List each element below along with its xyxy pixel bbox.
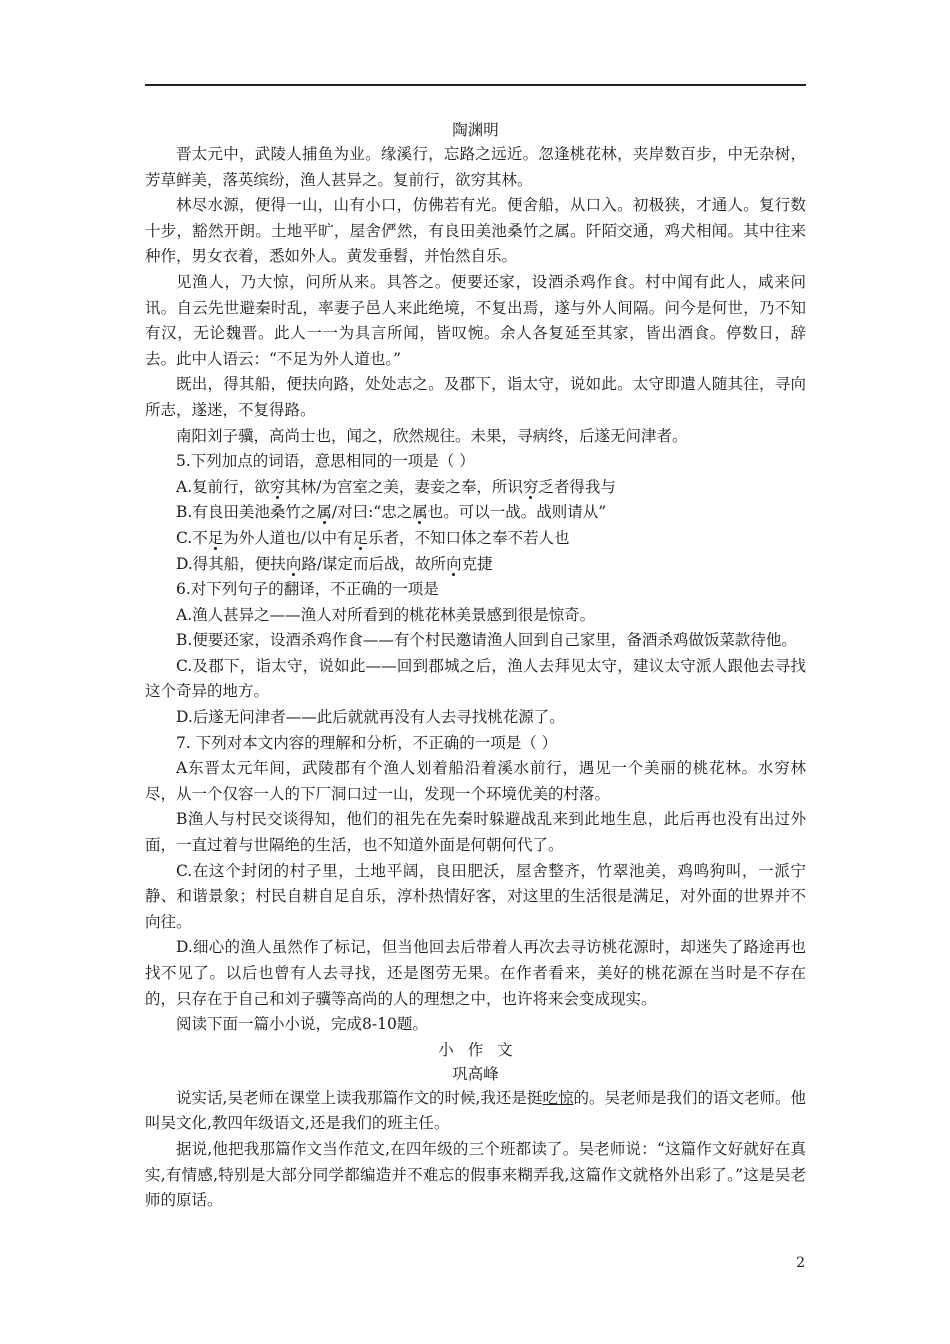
underlined-word: 吃惊 [542,1088,574,1107]
passage-paragraph: 晋太元中，武陵人捕鱼为业。缘溪行，忘路之远近。忽逢桃花林，夹岸数百步，中无杂树，芳草鲜美，落英缤纷，渔人甚异之。复前行，欲穷其林。 [145,145,806,189]
question-6-option-d: D.后遂无问津者——此后就就再没有人去寻找桃花源了。 [176,708,565,727]
dotted-word: 足 [207,528,224,547]
reading-intro: 阅读下面一篇小小说，完成8-10题。 [176,1015,428,1034]
question-5-stem: 5.下列加点的词语，意思相同的一项是（ ） [176,452,475,471]
question-7-option-a: A东晋太元年间，武陵郡有个渔人划着船沿着溪水前行，遇见一个美丽的桃花林。水穷林尽，从一个仅容一人的下厂洞口过一山，发现一个环境优美的村落。 [145,759,806,803]
document-body [145,118,806,1214]
dotted-word: 穷 [522,477,539,496]
story-paragraph: 据说,他把我那篇作文当作范文,在四年级的三个班都读了。吴老师说：“这篇作文好就好在真实,有情感,特别是大部分同学都编造并不难忘的假事来糊弄我,这篇作文就格外出彩了。”这是吴老师的原话。 [145,1139,806,1210]
dotted-word: 穷 [269,477,286,496]
story-paragraph [145,1086,806,1137]
dotted-word: 足 [352,528,368,547]
option-text: C.不 [176,528,208,547]
question-7-stem: 7. 下列对本文内容的理解和分析，不正确的一项是（ ） [176,733,558,752]
option-text: 克捷 [461,554,493,573]
option-text: 其林/为宫室之美，妻妾之奉，所识 [285,477,523,496]
option-text: 为外人道也/以中有 [223,528,353,547]
question-6-stem: 6.对下列句子的翻译，不正确的一项是 [176,580,439,599]
option-text: D.得其船，便扶 [176,554,286,573]
story-text: 的。吴老师是我们的语文老师。他叫吴文化,教四年级语文,还是我们的班主任。 [145,1088,806,1133]
question-7-option-d: D.细心的渔人虽然作了标记，但当他回去后带着人再次去寻访桃花源时，却迷失了路途再也找不见了。以后也曾有人去寻找，还是图劳无果。在作者看来，美好的桃花源在当时是不存在的，只存在于自己和刘子骥等高尚的人的理想之中，也许将来会变成现实。 [145,938,806,1008]
dotted-word: 属 [412,503,428,522]
option-text: B.有良田美池桑竹之 [176,503,317,522]
dotted-word: 属 [316,503,332,522]
header-rule [145,84,806,86]
question-6-option-a: A.渔人甚异之——渔人对所看到的桃花林美景感到很是惊奇。 [176,605,596,624]
story-text: 说实话,吴老师在课堂上读我那篇作文的时候,我还是挺 [176,1088,543,1107]
question-6-option-b: B.便要还家，设酒杀鸡作食——有个村民邀请渔人回到自己家里，备酒杀鸡做饭菜款待他。 [176,631,797,650]
dotted-word: 向 [285,554,302,573]
question-7-option-b: B渔人与村民交谈得知，他们的祖先在先秦时躲避战乱来到此地生息，此后再也没有出过外面，一直过着与世隔绝的生活，也不知道外面是何朝何代了。 [145,810,806,855]
question-6-option-c: C.及郡下，诣太守，说如此——回到郡城之后，渔人去拜见太守，建议太守派人跟他去寻找这个奇异的地方。 [145,656,806,701]
question-5-option-b [145,500,806,526]
option-text: 乐者，不知口体之奉不若人也 [368,528,570,547]
story-author: 巩高峰 [452,1064,499,1083]
option-text: A.复前行，欲 [176,477,270,496]
passage-paragraph: 南阳刘子骥，高尚士也，闻之，欣然规往。未果，寻病终，后遂无问津者。 [176,426,688,445]
option-text: 也。可以一战。战则请从” [427,503,607,522]
passage-paragraph: 见渔人，乃大惊，问所从来。具答之。便要还家，设酒杀鸡作食。村中闻有此人，咸来问讯。自云先世避秦时乱，率妻子邑人来此绝境，不复出焉，遂与外人间隔。问今是何世，乃不知有汉，无论魏晋。此人一一为具言所闻，皆叹惋。余人各复延至其家，皆出酒食。停数日，辞去。此中人语云：“不足为外人道也。” [145,272,806,368]
passage-paragraph: 林尽水源，便得一山，山有小口，仿佛若有光。便舍船，从口入。初极狭，才通人。复行数十步，豁然开朗。土地平旷，屋舍俨然，有良田美池桑竹之属。阡陌交通，鸡犬相闻。其中往来种作，男女衣着，悉如外人。黄发垂髫，并怡然自乐。 [145,196,806,266]
option-text: /对曰:“忠之 [331,503,413,522]
question-7-option-c: C.在这个封闭的村子里，土地平阔，良田肥沃，屋舍整齐，竹翠池美，鸡鸣狗叫，一派宁静、和谐景象；村民自耕自足自乐，淳朴热情好客，对这里的生活很是满足，对外面的世界并不向往。 [145,861,806,931]
dotted-word: 向 [446,554,462,573]
option-text: 路/谋定而后战，故所 [301,554,447,573]
passage-author: 陶渊明 [452,121,499,139]
passage-paragraph: 既出，得其船，便扶向路，处处志之。及郡下，诣太守，说如此。太守即遣人随其往，寻向所志，遂迷，不复得路。 [145,375,806,419]
option-text: 乏者得我与 [538,477,616,496]
question-5-option-d [145,552,806,578]
story-title-text: 小作文 [438,1040,527,1059]
page-number: 2 [796,1255,805,1271]
question-5-option-c [145,526,806,552]
story-title [145,1038,806,1062]
question-5-option-a [145,475,806,501]
